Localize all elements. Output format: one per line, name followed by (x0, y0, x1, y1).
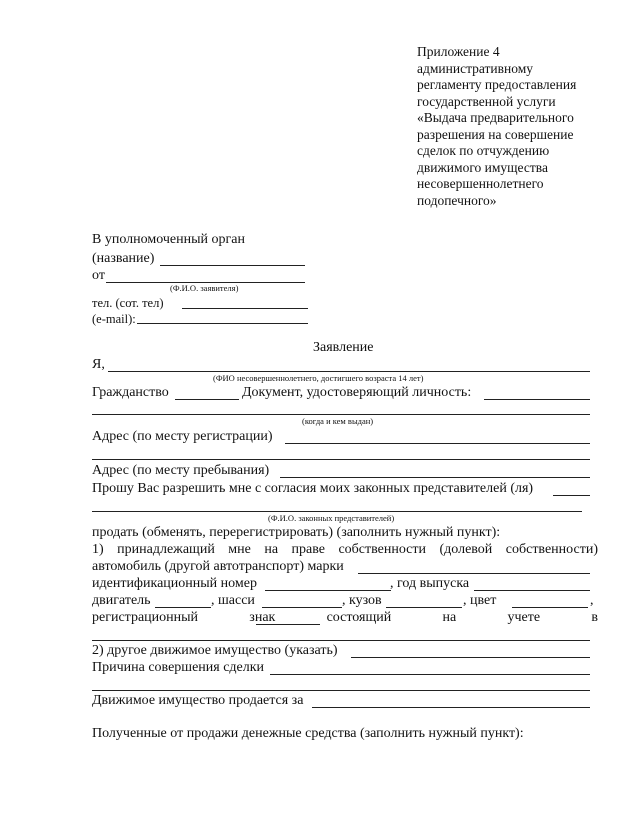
engine-label: двигатель (92, 593, 151, 608)
address-reg-label: Адрес (по месту регистрации) (92, 429, 273, 444)
proceeds-label: Полученные от продажи денежные средства (заполнить нужный пункт): (92, 726, 524, 741)
appendix-line: сделок по отчуждению (417, 143, 550, 158)
reg-word: на (442, 610, 457, 625)
appendix-line: несовершеннолетнего (417, 176, 544, 191)
other-property-field[interactable] (351, 657, 590, 658)
phone-field[interactable] (182, 308, 308, 309)
car-brand-label: автомобиль (другой автотранспорт) марки (92, 559, 344, 574)
from-label: от (92, 268, 105, 283)
appendix-line: государственной услуги (417, 93, 556, 109)
organ-name-field[interactable] (160, 265, 305, 266)
appendix-block (417, 44, 607, 209)
citizenship-label: Гражданство (92, 385, 169, 400)
phone-label: тел. (сот. тел) (92, 296, 164, 310)
registration-line (92, 610, 598, 626)
id-document-field-2[interactable] (92, 414, 590, 415)
request-text: Прошу Вас разрешить мне с согласия моих законных представителей (ля) (92, 481, 534, 496)
document-title: Заявление (313, 340, 374, 355)
address-reg-field-2[interactable] (92, 459, 590, 460)
color-label: , цвет (463, 593, 497, 608)
id-document-field[interactable] (484, 399, 590, 400)
item2-label: 2) другое движимое имущество (указать) (92, 643, 338, 658)
applicant-fio-hint: (Ф.И.О. заявителя) (170, 283, 239, 293)
sell-text: продать (обменять, перерегистрировать) (заполнить нужный пункт): (92, 525, 501, 540)
minor-fio-hint: (ФИО несовершеннолетнего, достигшего возраста 14 лет) (213, 373, 424, 383)
item1-word: (долевой (439, 542, 493, 557)
appendix-line: Приложение 4 (417, 44, 500, 59)
reg-word: состоящий (326, 610, 392, 625)
year-field[interactable] (474, 590, 590, 591)
item1-word: на (264, 542, 279, 557)
id-document-label: Документ, удостоверяющий личность: (242, 385, 472, 400)
reason-field-2[interactable] (92, 690, 590, 691)
item1-word: 1) (92, 542, 104, 557)
appendix-line: «Выдача предварительного (417, 110, 574, 125)
item1-word: мне (228, 542, 251, 557)
reg-office-field[interactable] (92, 640, 590, 641)
chassis-label: , шасси (211, 593, 255, 608)
item1-line (92, 542, 598, 558)
engine-field[interactable] (155, 607, 211, 608)
minor-fio-field[interactable] (108, 371, 590, 372)
email-field[interactable] (137, 323, 308, 324)
reg-word: учете (507, 610, 541, 625)
address-stay-field[interactable] (280, 477, 590, 478)
car-brand-field[interactable] (358, 573, 590, 574)
year-label: , год выпуска (390, 576, 470, 591)
chassis-field[interactable] (262, 607, 342, 608)
reg-plate-field[interactable] (256, 624, 320, 625)
address-stay-label: Адрес (по месту пребывания) (92, 463, 270, 478)
name-label: (название) (92, 251, 155, 266)
sold-for-field[interactable] (312, 707, 590, 708)
vin-label: идентификационный номер (92, 576, 257, 591)
appendix-line: регламенту предоставления (417, 77, 577, 92)
color-field[interactable] (512, 607, 588, 608)
item1-word: праве (291, 542, 325, 557)
ya-label: Я, (92, 357, 105, 372)
vin-field[interactable] (265, 590, 391, 591)
appendix-line: разрешения на совершение (417, 126, 574, 142)
organ-label: В уполномоченный орган (92, 232, 245, 247)
appendix-line: движимого имущества (417, 159, 548, 175)
appendix-line: административному (417, 60, 534, 76)
color-comma: , (590, 593, 594, 608)
citizenship-field[interactable] (175, 399, 239, 400)
issued-hint: (когда и кем выдан) (302, 416, 374, 426)
reason-label: Причина совершения сделки (92, 660, 265, 675)
item1-word: принадлежащий (117, 542, 215, 557)
reason-field[interactable] (270, 674, 590, 675)
item1-word: собственности) (505, 542, 598, 557)
representatives-field[interactable] (553, 495, 590, 496)
reg-word: в (591, 610, 598, 625)
body-field[interactable] (386, 607, 462, 608)
body-label: , кузов (342, 593, 382, 608)
address-reg-field[interactable] (285, 443, 590, 444)
email-label: (e-mail): (92, 312, 136, 326)
reg-word: регистрационный (92, 610, 199, 625)
representatives-field-2[interactable] (92, 511, 582, 512)
appendix-line: подопечного» (417, 192, 497, 208)
reg-word: знак (249, 610, 276, 625)
sold-for-label: Движимое имущество продается за (92, 693, 304, 708)
item1-word: собственности (338, 542, 427, 557)
representatives-hint: (Ф.И.О. законных представителей) (268, 513, 395, 523)
